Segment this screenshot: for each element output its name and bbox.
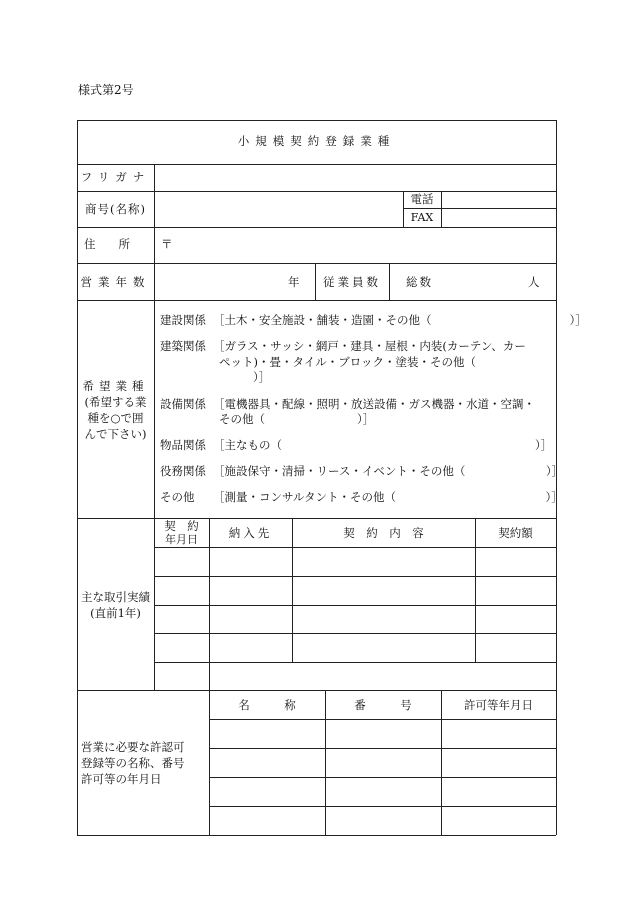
category-label: 建設関係: [160, 313, 206, 327]
category-options: ［測量・コンサルタント・その他（ ）］: [213, 490, 563, 504]
category-label: 設備関係: [160, 397, 206, 411]
tel-label: 電話: [410, 192, 434, 206]
transaction-row[interactable]: [155, 663, 555, 689]
permit-row[interactable]: [210, 720, 555, 747]
permit-row[interactable]: [210, 749, 555, 776]
fax-field[interactable]: [442, 209, 555, 226]
category-label: 役務関係: [160, 464, 206, 478]
grid-line: [77, 835, 556, 836]
permit-row[interactable]: [210, 807, 555, 834]
address-label: 住 所: [84, 237, 130, 251]
header-delivery-destination: 納入先: [228, 526, 273, 540]
employees-label: 従業員数: [323, 275, 381, 289]
category-options: ）］: [253, 370, 271, 384]
category-options: ［施設保守・清掃・リース・イベント・その他（ ）］: [213, 464, 564, 478]
category-options: ［ガラス・サッシ・網戸・建具・屋根・内装(カーテン、カー: [213, 339, 526, 353]
grid-line: [77, 120, 556, 121]
header-permit-date: 許可等年月日: [464, 698, 533, 712]
tel-field[interactable]: [442, 192, 555, 207]
header-contract-date-line2: 年月日: [165, 533, 198, 546]
form-number: 様式第2号: [78, 83, 134, 97]
address-field[interactable]: [175, 228, 555, 262]
header-permit-name: 名 称: [238, 698, 296, 712]
desired-label-line: 種を○で囲: [87, 411, 144, 425]
employees-field[interactable]: [440, 264, 525, 299]
permits-label-line: 登録等の名称、番号: [81, 756, 185, 770]
grid-line: [389, 263, 390, 300]
desired-label-line: んで下さい): [84, 427, 147, 441]
postal-mark: 〒: [161, 237, 173, 251]
grid-line: [77, 690, 556, 691]
header-permit-number: 番 号: [354, 698, 412, 712]
header-contract-date-line1: 契 約: [164, 519, 199, 533]
category-options: ［土木・安全施設・舗装・造園・その他（ ）］: [213, 313, 587, 327]
category-label: その他: [160, 490, 195, 504]
category-options: ペット)・畳・タイル・ブロック・塗装・その他（: [219, 355, 477, 369]
grid-line: [77, 518, 556, 519]
permits-label-line: 許可等の年月日: [81, 772, 162, 786]
transactions-label-line: (直前1年): [90, 606, 141, 620]
category-options: その他（ ）］: [219, 412, 375, 426]
header-contract-amount: 契約額: [498, 526, 533, 540]
desired-label-line: (希望する業: [84, 395, 147, 409]
desired-label-line: 希望業種: [82, 379, 149, 393]
category-label: 物品関係: [160, 438, 206, 452]
transaction-row[interactable]: [155, 606, 555, 632]
shogo-field[interactable]: [155, 192, 402, 226]
shogo-label: 商号(名称): [85, 202, 146, 216]
years-label: 営業年数: [80, 275, 151, 289]
furigana-field[interactable]: [155, 165, 555, 190]
fax-label: FAX: [410, 211, 434, 224]
transaction-row[interactable]: [155, 577, 555, 604]
permits-label-line: 営業に必要な許認可: [81, 740, 185, 754]
grid-line: [77, 300, 556, 301]
category-label: 建築関係: [160, 339, 206, 353]
total-label: 総数: [406, 275, 433, 289]
furigana-label: フリガナ: [80, 170, 151, 184]
transaction-row[interactable]: [155, 634, 555, 661]
persons-unit: 人: [528, 275, 540, 289]
grid-line: [77, 120, 78, 835]
years-unit: 年: [288, 275, 300, 289]
transactions-label-line: 主な取引実績: [81, 590, 150, 604]
category-options: ［電機器具・配線・照明・放送設備・ガス機器・水道・空調・: [213, 397, 535, 411]
permit-row[interactable]: [210, 778, 555, 805]
transaction-row[interactable]: [155, 548, 555, 575]
form-title: 小規模契約登録業種: [237, 134, 396, 148]
category-options: ［主なもの（ ）］: [213, 438, 553, 452]
header-contract-content: 契 約 内 容: [343, 526, 424, 540]
years-field[interactable]: [155, 264, 285, 299]
